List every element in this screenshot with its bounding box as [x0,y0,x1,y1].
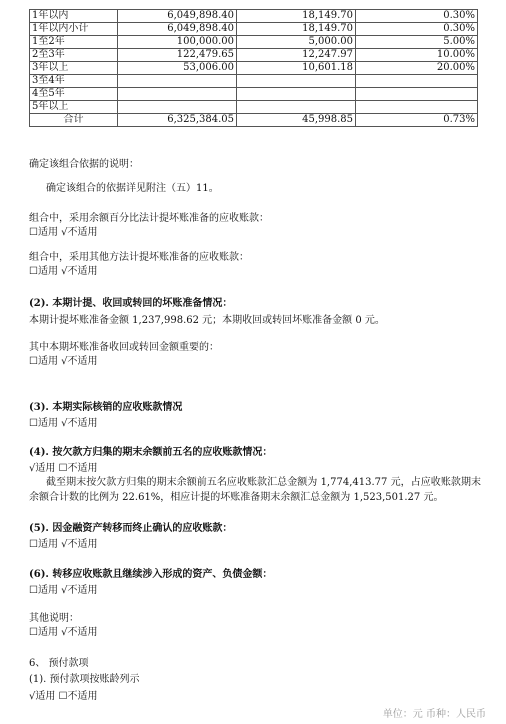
cell-provision [237,101,356,114]
section-4-heading: (4). 按欠款方归集的期末余额前五名的应收账款情况： [29,447,273,458]
table-row [30,75,478,88]
cell-label: 3年以上 [30,62,118,75]
other-method-option: ☐适用 √不适用 [29,266,98,277]
cell-label: 合计 [30,114,118,127]
section-4-body: 截至期末按欠款方归集的期末余额前五名应收账款汇总金额为 1,774,413.77 元，占应收账款期末余额合计数的比例为 22.61%，相应计提的坏账准备期末余额汇总金额为 1,523,501.27 元。 [29,477,481,503]
other-notes-option: ☐适用 √不适用 [29,627,98,638]
cell-provision: 5,000.00 [237,36,356,49]
table-row [30,23,478,36]
section-2-body: 本期计提坏账准备金额 1,237,998.62 元；本期收回或转回坏账准备金额 0 元。 [29,315,385,326]
table-row [30,101,478,114]
section-3-heading: (3). 本期实际核销的应收账款情况 [29,402,183,413]
cell-provision [237,75,356,88]
cell-balance: 6,049,898.40 [118,23,237,36]
section-4-option: √适用 ☐不适用 [29,463,98,474]
section-5-option: ☐适用 √不适用 [29,539,98,550]
item-6-sub: (1). 预付款项按账龄列示 [29,674,140,685]
cell-ratio: 0.30% [356,23,478,36]
cell-balance: 6,325,384.05 [118,114,237,127]
pct-method-option: ☐适用 √不适用 [29,227,98,238]
table-row [30,36,478,49]
basis-heading: 确定该组合依据的说明： [29,159,139,170]
cell-balance: 100,000.00 [118,36,237,49]
pct-method-heading: 组合中，采用余额百分比法计提坏账准备的应收账款： [29,213,269,224]
cell-provision: 12,247.97 [237,49,356,62]
section-3-option: ☐适用 √不适用 [29,418,98,429]
section-2-heading: (2). 本期计提、收回或转回的坏账准备情况： [29,298,233,309]
other-method-heading: 组合中，采用其他方法计提坏账准备的应收账款： [29,252,249,263]
section-6-heading: (6). 转移应收账款且继续涉入形成的资产、负债金额： [29,569,273,580]
cell-label: 3至4年 [30,75,118,88]
cell-provision: 45,998.85 [237,114,356,127]
cell-balance [118,75,237,88]
cell-ratio [356,88,478,101]
table-row [30,49,478,62]
cell-provision: 10,601.18 [237,62,356,75]
cell-ratio: 10.00% [356,49,478,62]
item-6-option: √适用 ☐不适用 [29,691,98,702]
cell-label: 1至2年 [30,36,118,49]
item-6-heading: 6、 预付款项 [29,658,89,669]
cell-label: 4至5年 [30,88,118,101]
cell-balance: 53,006.00 [118,62,237,75]
table-row [30,88,478,101]
cell-label: 1年以内 [30,10,118,23]
section-2-option: ☐适用 √不适用 [29,356,98,367]
cell-ratio: 0.30% [356,10,478,23]
cell-label: 1年以内小计 [30,23,118,36]
cell-ratio [356,75,478,88]
cell-label: 5年以上 [30,101,118,114]
aging-table [29,9,478,127]
table-total-row [30,114,478,127]
cell-label: 2至3年 [30,49,118,62]
basis-body: 确定该组合的依据详见附注（五）11。 [46,183,219,194]
cell-ratio: 20.00% [356,62,478,75]
section-2-sub: 其中本期坏账准备收回或转回金额重要的： [29,342,219,353]
unit-currency-note: 单位：元 币种：人民币 [382,709,486,720]
cell-balance: 6,049,898.40 [118,10,237,23]
section-6-option: ☐适用 √不适用 [29,585,98,596]
cell-ratio: 0.73% [356,114,478,127]
other-notes-heading: 其他说明： [29,613,79,624]
cell-ratio [356,101,478,114]
cell-balance: 122,479.65 [118,49,237,62]
cell-balance [118,88,237,101]
cell-provision: 18,149.70 [237,23,356,36]
cell-balance [118,101,237,114]
table-row [30,62,478,75]
cell-ratio: 5.00% [356,36,478,49]
cell-provision: 18,149.70 [237,10,356,23]
table-row [30,10,478,23]
section-5-heading: (5). 因金融资产转移而终止确认的应收账款： [29,523,233,534]
cell-provision [237,88,356,101]
